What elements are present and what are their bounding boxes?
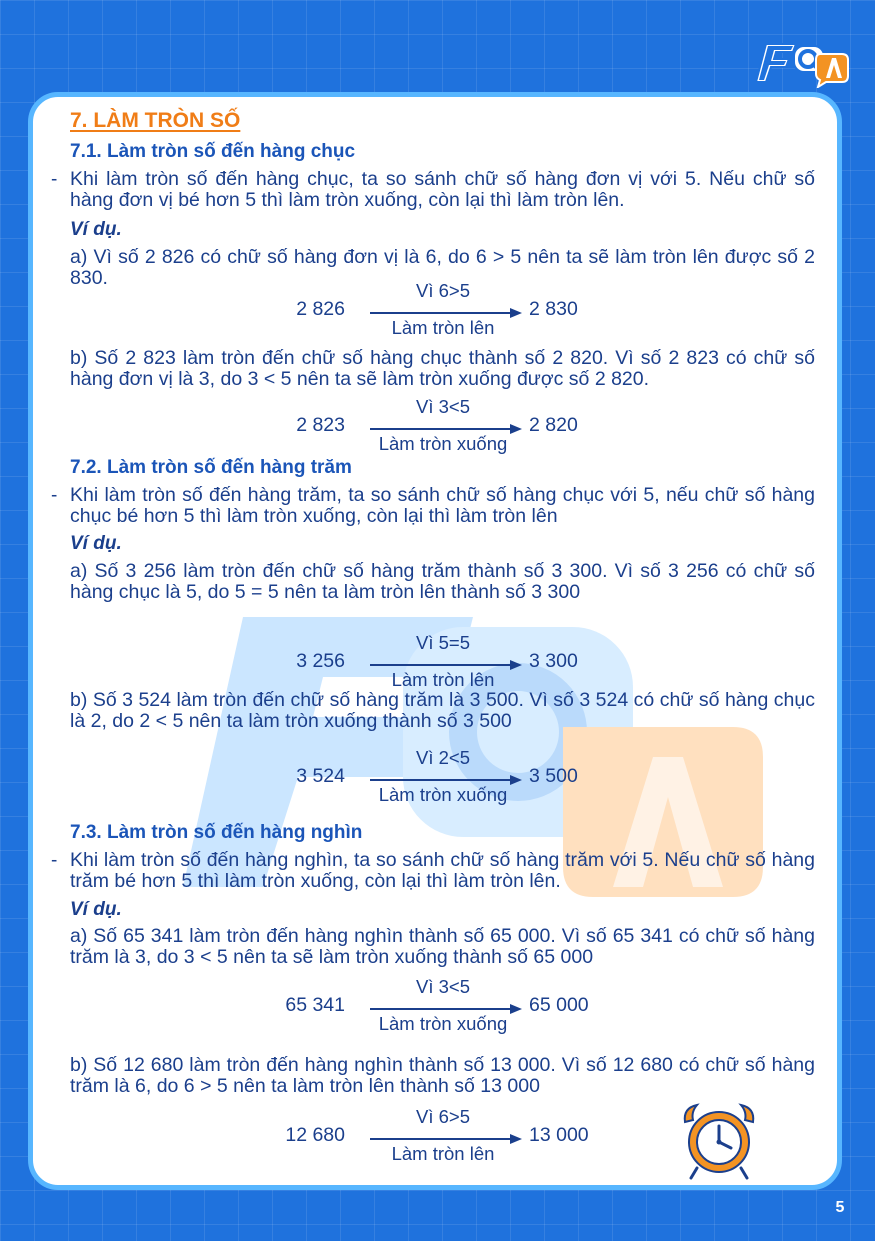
number-from: 65 341: [285, 994, 345, 1016]
bullet-dash: -: [51, 850, 58, 871]
reason-label: Vì 6>5: [415, 1106, 470, 1127]
action-label: Làm tròn lên: [391, 1143, 495, 1164]
rule-text: Khi làm tròn số đến hàng trăm, ta so sánh chữ số hàng chục với 5, nếu chữ số hàng chục bé hơn 5 thì làm tròn xuống, còn lại thì làm tròn lên: [70, 484, 815, 527]
number-to: 13 000: [529, 1124, 589, 1146]
rounding-diagram: [33, 280, 837, 345]
section-heading: 7.2. Làm tròn số đến hàng trăm: [70, 457, 352, 478]
number-from: 2 826: [296, 298, 345, 320]
number-to: 3 300: [529, 650, 578, 672]
bullet-dash: -: [51, 485, 58, 506]
reason-label: Vì 5=5: [415, 632, 470, 653]
number-from: 2 823: [296, 414, 345, 436]
action-label: Làm tròn xuống: [378, 1013, 508, 1034]
example-text: a) Số 65 341 làm tròn đến hàng nghìn thành số 65 000. Vì số 65 341 có chữ số hàng trăm là 3, do 3 < 5 nên ta sẽ làm tròn xuống thành số 65 000: [70, 925, 815, 968]
action-label: Làm tròn lên: [391, 317, 495, 338]
number-from: 12 680: [285, 1124, 345, 1146]
rounding-diagram: [33, 396, 837, 461]
reason-label: Vì 2<5: [415, 747, 470, 768]
rounding-diagram: [33, 632, 837, 697]
rule-text: Khi làm tròn số đến hàng nghìn, ta so sánh chữ số hàng trăm với 5. Nếu chữ số hàng trăm bé hơn 5 thì làm tròn xuống, còn lại thì làm tròn lên.: [70, 849, 815, 892]
number-to: 2 820: [529, 414, 578, 436]
example-text: a) Vì số 2 826 có chữ số hàng đơn vị là 6, do 6 > 5 nên ta sẽ làm tròn lên được số 2 830.: [70, 246, 815, 289]
content-card: [28, 92, 842, 1190]
example-label: Ví dụ.: [70, 899, 122, 920]
page-title: 7. LÀM TRÒN SỐ: [70, 109, 241, 132]
example-text: a) Số 3 256 làm tròn đến chữ số hàng trăm thành số 3 300. Vì số 3 256 có chữ số hàng chục là 5, do 5 = 5 nên ta làm tròn lên thành số 3 300: [70, 560, 815, 603]
rounding-diagram: [33, 976, 837, 1041]
reason-label: Vì 6>5: [415, 280, 470, 301]
number-from: 3 524: [296, 765, 345, 787]
number-from: 3 256: [296, 650, 345, 672]
action-label: Làm tròn xuống: [378, 784, 508, 805]
fqa-logo-icon: [756, 38, 850, 88]
section-heading: 7.1. Làm tròn số đến hàng chục: [70, 141, 356, 162]
reason-label: Vì 3<5: [415, 976, 470, 997]
alarm-clock-icon: [679, 1100, 759, 1180]
action-label: Làm tròn xuống: [378, 433, 508, 454]
rounding-diagram: [33, 747, 837, 812]
number-to: 2 830: [529, 298, 578, 320]
example-text: b) Số 3 524 làm tròn đến chữ số hàng trăm là 3 500. Vì số 3 524 có chữ số hàng chục là 2, do 2 < 5 nên ta làm tròn xuống thành số 3 500: [70, 689, 815, 732]
number-to: 3 500: [529, 765, 578, 787]
page-number: 5: [835, 1199, 845, 1216]
reason-label: Vì 3<5: [415, 396, 470, 417]
bullet-dash: -: [51, 169, 58, 190]
section-heading: 7.3. Làm tròn số đến hàng nghìn: [70, 822, 363, 843]
rule-text: Khi làm tròn số đến hàng chục, ta so sánh chữ số hàng đơn vị với 5. Nếu chữ số hàng đơn vị bé hơn 5 thì làm tròn xuống, còn lại thì làm tròn lên.: [70, 168, 815, 211]
action-label: Làm tròn lên: [391, 669, 495, 690]
example-label: Ví dụ.: [70, 219, 122, 240]
example-text: b) Số 2 823 làm tròn đến chữ số hàng chục thành số 2 820. Vì số 2 823 có chữ số hàng đơn vị là 3, do 3 < 5 nên ta sẽ làm tròn xuống được số 2 820.: [70, 347, 815, 390]
example-label: Ví dụ.: [70, 533, 122, 554]
number-to: 65 000: [529, 994, 589, 1016]
example-text: b) Số 12 680 làm tròn đến hàng nghìn thành số 13 000. Vì số 12 680 có chữ số hàng trăm là 6, do 6 > 5 nên ta làm tròn lên thành số 13 000: [70, 1054, 815, 1097]
